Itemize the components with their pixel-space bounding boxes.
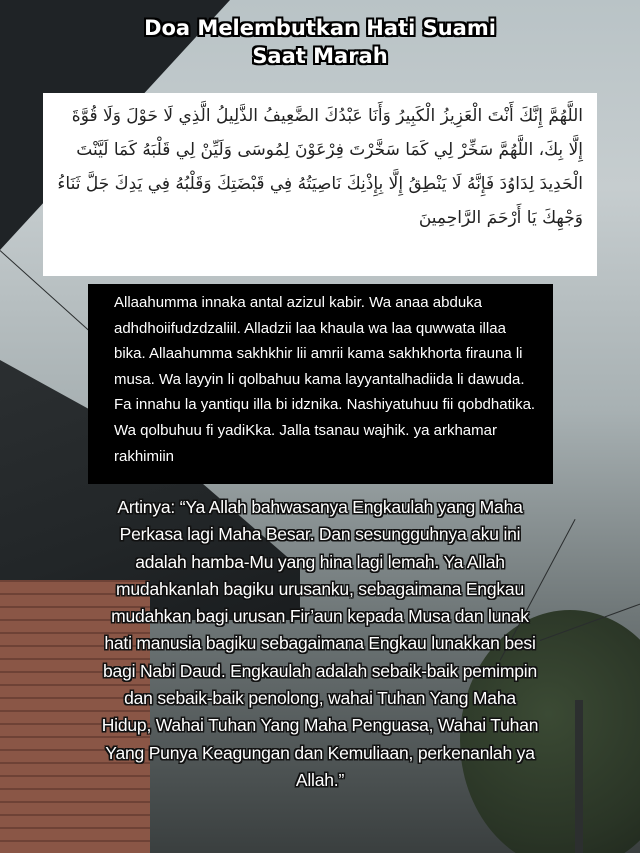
translation-text: Artinya: “Ya Allah bahwasanya Engkaulah yang Maha Perkasa lagi Maha Besar. Dan sesungguhnya aku ini adalah hamba-Mu yang hina lagi lemah. Ya Allah mudahkanlah bagiku urusanku, sebagaimana Engkau mudahkan bagi urusan Fir’aun kepada Musa dan lunak hati manusia bagiku sebagaimana Engkau lunakkan besi bagi Nabi Daud. Engkaulah adalah sebaik-baik pemimpin dan sebaik-baik penolong, wahai Tuhan Yang Maha Hidup, Wahai Tuhan Yang Maha Penguasa, Wahai Tuhan Yang Punya Keagungan dan Kemuliaan, perkenanlah ya Allah.” xyxy=(101,497,539,790)
page-title xyxy=(0,14,640,70)
transliteration-box xyxy=(88,284,553,484)
arabic-prayer-box xyxy=(43,93,597,276)
utility-pole xyxy=(575,700,583,853)
arabic-prayer-text: اللَّهُمَّ إِنَّكَ أَنْتَ الْعَزِيزُ الْكَبِيرُ وَأَنَا عَبْدُكَ الضَّعِيفُ الذَّلِيلُ الَّذِي لَا حَوْلَ وَلَا قُوَّةَ إِلَّا بِكَ، اللَّهُمَّ سَخِّرْ لِي كَمَا سَخَّرْتَ فِرْعَوْنَ لِمُوسَى وَلَيِّنْ لِي قَلْبَهُ كَمَا لَيَّنْتَ الْحَدِيدَ لِدَاوُدَ فَإِنَّهُ لَا يَنْطِقُ إِلَّا بِإِذْنِكَ نَاصِيَتُهُ فِي قَبْضَتِكَ وَقَلْبُهُ فِي يَدِكَ جَلَّ ثَنَاءُ وَجْهِكَ يَا أَرْحَمَ الرَّاحِمِينَ xyxy=(57,106,583,228)
transliteration-text: Allaahumma innaka antal azizul kabir. Wa anaa abduka adhdhoiifudzdzaliil. Alladzii laa khaula wa laa quwwata illaa bika. Allaahumma sakhkhir lii amrii kama sakhkhorta firauna li musa. Wa layyin li qolbahuu kama layyantalhadiida li dawuda. Fa innahu la yantiqu illa bi idznika. Nashiyatuhuu fii qobdhatika. Wa qolbuhuu fi yadiKka. Jalla tsanau wajhik. ya arkhamar rakhimiin xyxy=(114,294,536,465)
title-line-2: Saat Marah xyxy=(252,44,388,68)
title-line-1: Doa Melembutkan Hati Suami xyxy=(144,16,496,40)
